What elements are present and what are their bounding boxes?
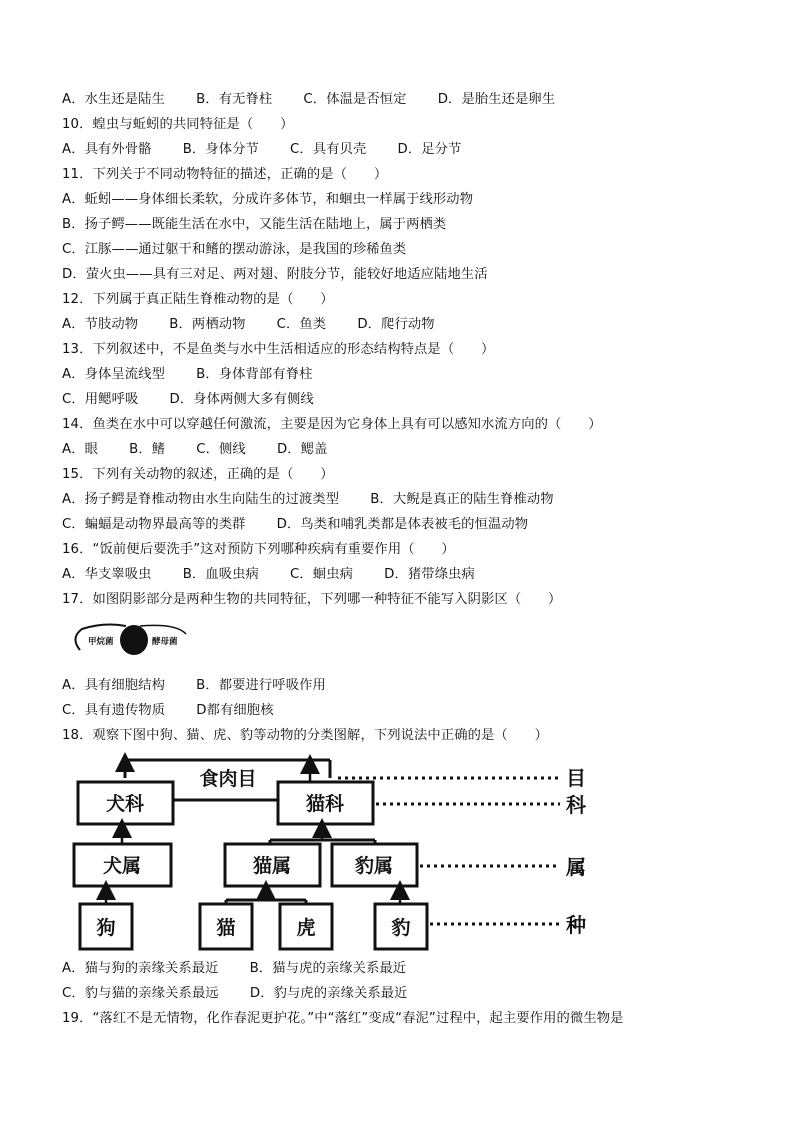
venn-left-label: 甲烷菌: [88, 637, 114, 647]
species-label-dog: 狗: [96, 917, 116, 939]
rank-label-family: 科: [566, 793, 586, 817]
venn-right-arc: [140, 625, 186, 634]
venn-diagram: [68, 620, 198, 660]
question-line: A．蚯蚓——身体细长柔软，分成许多体节，和蛔虫一样属于线形动物: [62, 192, 474, 207]
genus-label-felis: 猫属: [252, 855, 292, 877]
species-label-tiger: 虎: [296, 917, 316, 939]
rank-label-order: 目: [566, 766, 586, 790]
question-line: 17．如图阴影部分是两种生物的共同特征，下列哪一种特征不能写入阴影区（ ）: [62, 592, 562, 607]
question-line: A．猫与狗的亲缘关系最近 B．猫与虎的亲缘关系最近: [62, 961, 407, 976]
rank-label-genus: 属: [566, 855, 586, 879]
question-line: C．蝙蝠是动物界最高等的类群 D．鸟类和哺乳类都是体表被毛的恒温动物: [62, 517, 529, 532]
question-line: 16．“饭前便后要洗手”这对预防下列哪种疾病有重要作用（ ）: [62, 542, 455, 557]
question-line: 14．鱼类在水中可以穿越任何激流，主要是因为它身体上具有可以感知水流方向的（ ）: [62, 417, 602, 432]
question-line: C．具有遗传物质 D都有细胞核: [62, 703, 274, 718]
question-line: C．豹与猫的亲缘关系最远 D．豹与虎的亲缘关系最近: [62, 986, 408, 1001]
rank-label-species: 种: [566, 913, 586, 937]
question-line: A．眼 B．鳍 C．侧线 D．鳃盖: [62, 442, 328, 457]
question-line: A．华支睾吸虫 B．血吸虫病 C．蛔虫病 D．猪带绦虫病: [62, 567, 475, 582]
question-line: 12．下列属于真正陆生脊椎动物的是（ ）: [62, 292, 334, 307]
species-label-leopard: 豹: [391, 917, 411, 939]
venn-shaded-overlap: [120, 625, 148, 655]
question-line: 15．下列有关动物的叙述，正确的是（ ）: [62, 467, 334, 482]
question-line: 10．蝗虫与蚯蚓的共同特征是（ ）: [62, 117, 294, 132]
question-line: C．用鳃呼吸 D．身体两侧大多有侧线: [62, 392, 314, 407]
venn-right-label: 酵母菌: [152, 637, 178, 647]
species-label-cat: 猫: [216, 917, 236, 939]
question-line: D．萤火虫——具有三对足、两对翅、附肢分节，能较好地适应陆地生活: [62, 267, 488, 282]
question-line: A．水生还是陆生 B．有无脊柱 C．体温是否恒定 D．是胎生还是卵生: [62, 92, 556, 107]
question-line: A．节肢动物 B．两栖动物 C．鱼类 D．爬行动物: [62, 317, 435, 332]
question-line: 11．下列关于不同动物特征的描述，正确的是（ ）: [62, 167, 388, 182]
question-line: 19．“落红不是无情物，化作春泥更护花。”中“落红”变成“春泥”过程中，起主要作用的微生物是: [62, 1011, 624, 1026]
order-label: 食肉目: [199, 768, 257, 790]
question-line: A．具有细胞结构 B．都要进行呼吸作用: [62, 678, 326, 693]
question-line: 18．观察下图中狗、猫、虎、豹等动物的分类图解，下列说法中正确的是（ ）: [62, 728, 549, 743]
question-line: A．身体呈流线型 B．身体背部有脊柱: [62, 367, 313, 382]
genus-label-canis: 犬属: [102, 855, 142, 877]
family-label-felidae: 猫科: [305, 793, 345, 815]
taxonomy-diagram: [70, 752, 630, 952]
question-line: C．江豚——通过躯干和鳍的摆动游泳，是我国的珍稀鱼类: [62, 242, 407, 257]
question-line: A．具有外骨骼 B．身体分节 C．具有贝壳 D．足分节: [62, 142, 462, 157]
genus-label-panthera: 豹属: [354, 855, 394, 877]
family-label-canidae: 犬科: [105, 793, 145, 815]
question-line: B．扬子鳄——既能生活在水中，又能生活在陆地上，属于两栖类: [62, 217, 447, 232]
question-line: A．扬子鳄是脊椎动物由水生向陆生的过渡类型 B．大鲵是真正的陆生脊椎动物: [62, 492, 554, 507]
question-line: 13．下列叙述中，不是鱼类与水中生活相适应的形态结构特点是（ ）: [62, 342, 495, 357]
